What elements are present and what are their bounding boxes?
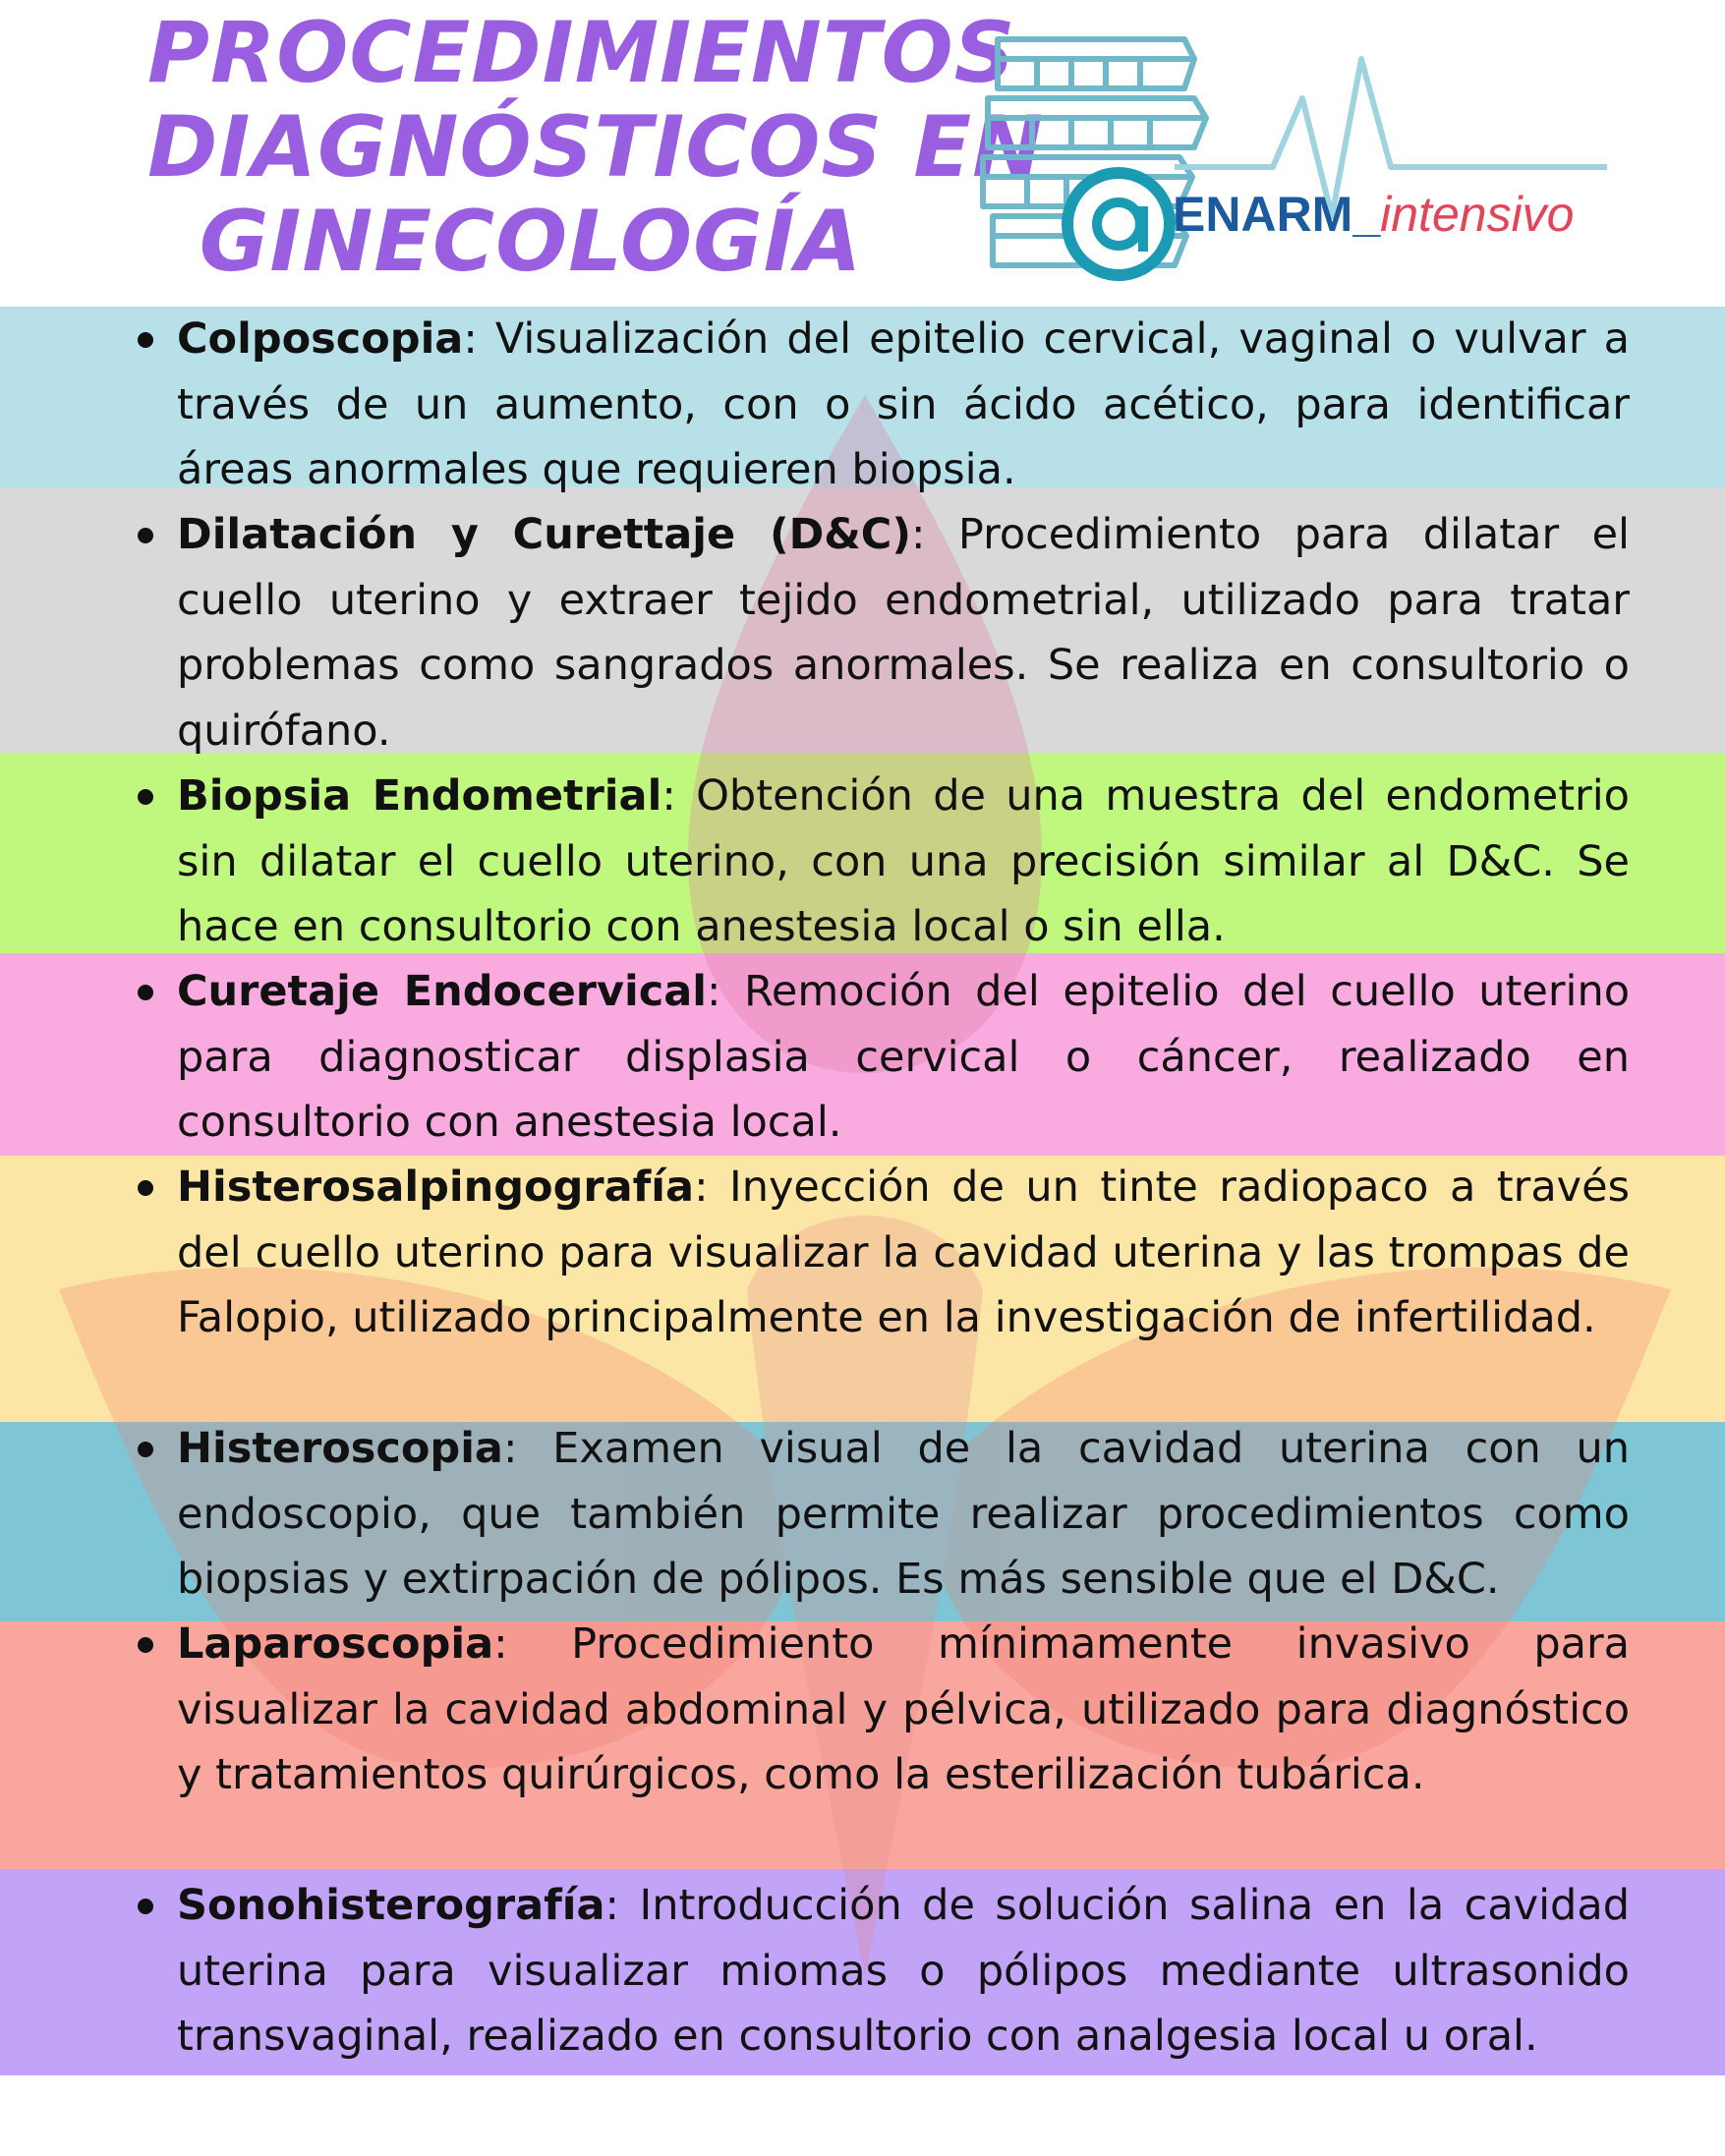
item-description: : Inyección de un tinte radiopaco a través del cuello uterino para visualizar la cavidad uterina y las trompas de Falopio, utilizado principalmente en la investigación de infertilidad. [177, 1163, 1630, 1342]
item-description: : Procedimiento para dilatar el cuello uterino y extraer tejido endometrial, utilizado para tratar problemas como sangrados anormales. Se realiza en consultorio o quirófano. [177, 510, 1630, 756]
brand-main: ENARM [1173, 187, 1353, 242]
item-term: Histeroscopia [177, 1424, 503, 1473]
item-term: Dilatación y Curettaje (D&C) [177, 510, 911, 559]
item-description: : Procedimiento mínimamente invasivo para visualizar la cavidad abdominal y pélvica, utilizado para diagnóstico y tratamientos quirúrgicos, como la esterilización tubárica. [177, 1619, 1630, 1799]
brand-logo [978, 20, 1607, 295]
bullet-icon [138, 1442, 153, 1457]
title-line-1: PROCEDIMIENTOS [147, 4, 1016, 102]
list-item [177, 307, 1630, 503]
list-item [177, 764, 1630, 960]
bullet-icon [138, 1180, 153, 1196]
bullet-icon [138, 985, 153, 1000]
bullet-icon [138, 332, 153, 348]
list-item [177, 1155, 1630, 1351]
title-line-3: GINECOLOGÍA [199, 193, 863, 291]
brand-accent: intensivo [1380, 187, 1575, 242]
item-term: Sonohisterografía [177, 1881, 605, 1930]
books-stack-icon [978, 20, 1607, 295]
at-symbol-icon [1067, 173, 1170, 275]
brand-separator: _ [1352, 187, 1381, 242]
list-item [177, 1612, 1630, 1808]
list-item [177, 959, 1630, 1156]
page-title [147, 4, 1045, 291]
brand-name [1173, 187, 1574, 242]
bullet-icon [138, 1637, 153, 1653]
bullet-icon [138, 789, 153, 805]
item-description: : Visualización del epitelio cervical, vaginal o vulvar a través de un aumento, con o sin ácido acético, para identificar áreas anormales que requieren biopsia. [177, 314, 1630, 494]
item-term: Histerosalpingografía [177, 1163, 695, 1212]
item-term: Colposcopia [177, 314, 464, 364]
list-item [177, 1416, 1630, 1613]
bullet-icon [138, 1899, 153, 1914]
title-line-2: DIAGNÓSTICOS EN [147, 98, 1045, 197]
item-description: : Obtención de una muestra del endometrio sin dilatar el cuello uterino, con una precisión similar al D&C. Se hace en consultorio con anestesia local o sin ella. [177, 771, 1630, 951]
header [0, 0, 1725, 307]
item-term: Curetaje Endocervical [177, 967, 707, 1016]
list-item [177, 502, 1630, 764]
item-description: : Examen visual de la cavidad uterina con un endoscopio, que también permite realizar procedimientos como biopsias y extirpación de pólipos. Es más sensible que el D&C. [177, 1424, 1630, 1604]
item-term: Biopsia Endometrial [177, 771, 662, 821]
item-description: : Remoción del epitelio del cuello uterino para diagnosticar displasia cervical o cáncer, realizado en consultorio con anestesia local. [177, 967, 1631, 1147]
bullet-icon [138, 528, 153, 543]
item-term: Laparoscopia [177, 1619, 494, 1669]
list-item [177, 1873, 1630, 2070]
item-description: : Introducción de solución salina en la cavidad uterina para visualizar miomas o pólipos mediante ultrasonido transvaginal, realizado en consultorio con analgesia local u oral. [177, 1881, 1630, 2061]
